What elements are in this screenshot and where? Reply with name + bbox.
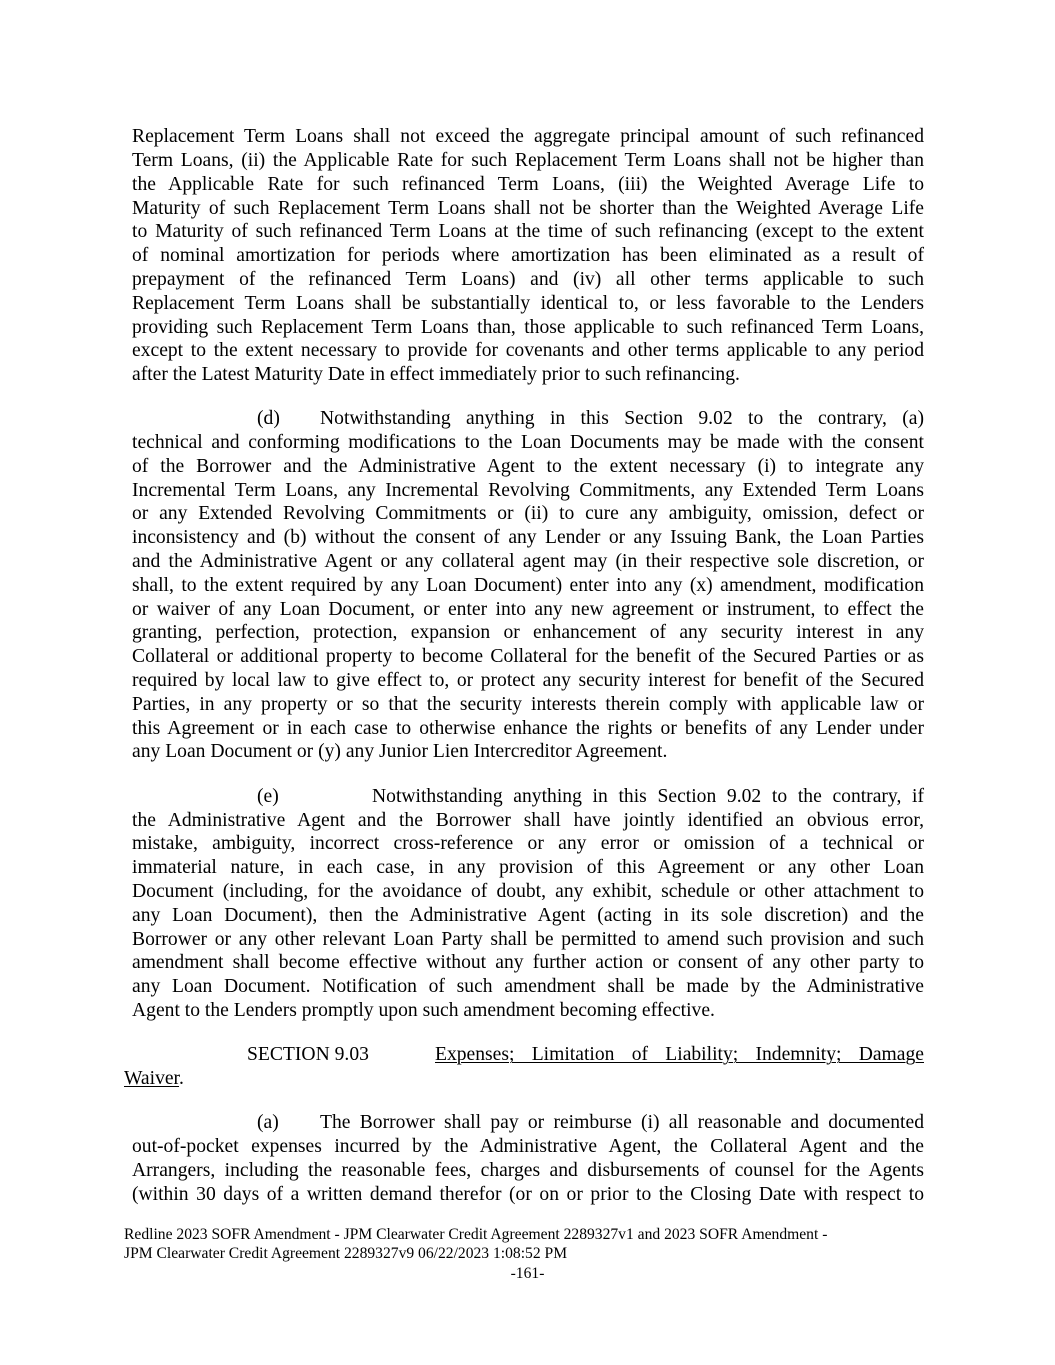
section-number: SECTION 9.03 [247,1044,369,1065]
text-line: out-of-pocket expenses incurred by the Administrative Agent, the Collateral Agent and the [132,1136,924,1157]
text-line: providing such Replacement Term Loans than, those applicable to such refinanced Term Loans, [132,317,924,338]
text-line: inconsistency and (b) without the consent of any Lender or any Issuing Bank, the Loan Parties [132,527,924,548]
text-line: and the Administrative Agent or any collateral agent may (in their respective sole discretion, or [132,551,924,572]
paragraph-label-d: (d) [257,408,280,429]
text-line: required by local law to give effect to, or protect any security interest for benefit of the Secured [132,670,924,691]
text-line: Maturity of such Replacement Term Loans shall not be shorter than the Weighted Average Life [132,198,924,219]
text-line: prepayment of the refinanced Term Loans) and (iv) all other terms applicable to such [132,269,924,290]
footer-line-2: JPM Clearwater Credit Agreement 2289327v9 06/22/2023 1:08:52 PM [124,1245,568,1262]
text-line: Borrower or any other relevant Loan Party shall be permitted to amend such provision and such [132,929,924,950]
text-line: shall, to the extent required by any Loan Document) enter into any (x) amendment, modification [132,575,924,596]
text-line: Replacement Term Loans shall not exceed the aggregate principal amount of such refinanced [132,126,924,147]
text-line: the Applicable Rate for such refinanced Term Loans, (iii) the Weighted Average Life to [132,174,924,195]
text-line: any Loan Document or (y) any Junior Lien Intercreditor Agreement. [132,741,668,762]
text-line: or waiver of any Loan Document, or enter into any new agreement or instrument, to effect the [132,599,924,620]
text-line: Notwithstanding anything in this Section 9.02 to the contrary, (a) [320,408,924,429]
text-line: Parties, in any property or so that the security interests therein comply with applicable law or [132,694,924,715]
page-number: -161- [510,1265,545,1282]
text-line: any Loan Document), then the Administrative Agent (acting in its sole discretion) and the [132,905,924,926]
paragraph-label-a: (a) [257,1112,279,1133]
footer-line-1: Redline 2023 SOFR Amendment - JPM Clearwater Credit Agreement 2289327v1 and 2023 SOFR Amendment - [124,1226,828,1243]
section-title-continued [124,1067,184,1091]
text-line: Term Loans, (ii) the Applicable Rate for such Replacement Term Loans shall not be higher than [132,150,924,171]
text-line: after the Latest Maturity Date in effect immediately prior to such refinancing. [132,364,740,385]
text-line: Incremental Term Loans, any Incremental Revolving Commitments, any Extended Term Loans [132,480,924,501]
text-line: (within 30 days of a written demand therefor (or on or prior to the Closing Date with respect to [132,1184,924,1205]
text-line: any Loan Document. Notification of such amendment shall be made by the Administrative [132,976,924,997]
text-line: granting, perfection, protection, expansion or enhancement of any security interest in any [132,622,924,643]
section-title: Expenses; Limitation of Liability; Indemnity; Damage [435,1044,924,1065]
text-line: Notwithstanding anything in this Section 9.02 to the contrary, if [372,786,924,807]
section-title-line2: Waiver [124,1068,180,1089]
text-line: except to the extent necessary to provide for covenants and other terms applicable to any period [132,340,924,361]
text-line: Collateral or additional property to become Collateral for the benefit of the Secured Parties or as [132,646,924,667]
section-title-period: . [179,1068,184,1089]
text-line: this Agreement or in each case to otherwise enhance the rights or benefits of any Lender under [132,718,924,739]
text-line: Replacement Term Loans shall be substantially identical to, or less favorable to the Lenders [132,293,924,314]
text-line: immaterial nature, in each case, in any provision of this Agreement or any other Loan [132,857,924,878]
text-line: amendment shall become effective without any further action or consent of any other party to [132,952,924,973]
text-line: Document (including, for the avoidance of doubt, any exhibit, schedule or other attachment to [132,881,924,902]
text-line: Agent to the Lenders promptly upon such amendment becoming effective. [132,1000,715,1021]
text-line: The Borrower shall pay or reimburse (i) all reasonable and documented [320,1112,924,1133]
paragraph-label-e: (e) [257,786,279,807]
text-line: or any Extended Revolving Commitments or (ii) to cure any ambiguity, omission, defect or [132,503,924,524]
text-line: to Maturity of such refinanced Term Loans at the time of such refinancing (except to the extent [132,221,924,242]
text-line: mistake, ambiguity, incorrect cross-reference or any error or omission of a technical or [132,833,924,854]
text-line: technical and conforming modifications to the Loan Documents may be made with the consent [132,432,924,453]
text-line: of nominal amortization for periods where amortization has been eliminated as a result of [132,245,924,266]
text-line: Arrangers, including the reasonable fees, charges and disbursements of counsel for the Agents [132,1160,924,1181]
text-line: the Administrative Agent and the Borrower shall have jointly identified an obvious error, [132,810,924,831]
text-line: of the Borrower and the Administrative Agent to the extent necessary (i) to integrate any [132,456,924,477]
